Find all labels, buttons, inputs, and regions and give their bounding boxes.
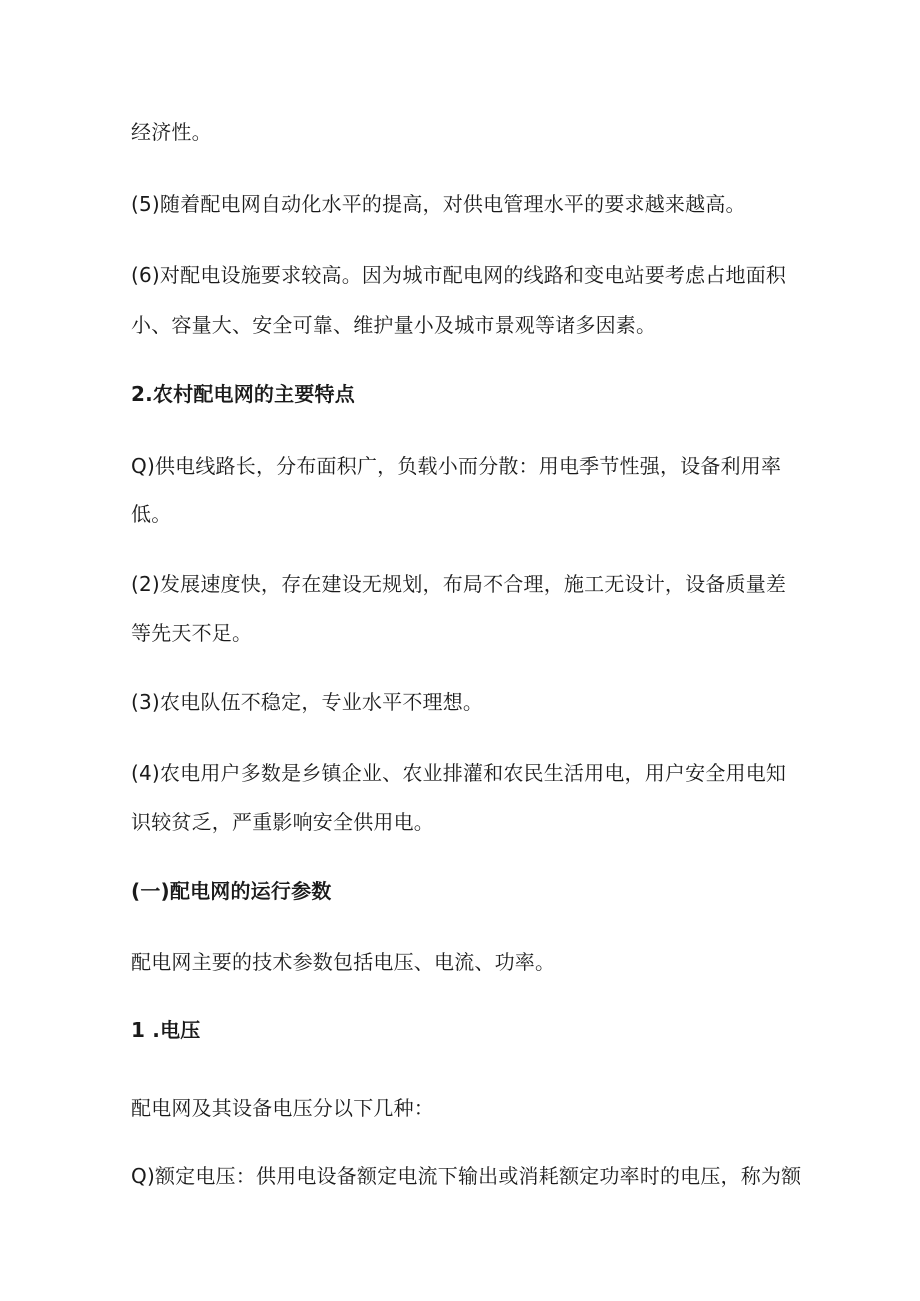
paragraph-item-6-line-2: 小、容量大、安全可靠、维护量小及城市景观等诸多因素。 — [131, 313, 657, 337]
section-heading-operating-parameters: (一)配电网的运行参数 — [131, 879, 332, 903]
paragraph-item-4-line-2: 识较贫乏，严重影响安全供用电。 — [131, 810, 434, 834]
paragraph-item-6-line-1: (6)对配电设施要求较高。因为城市配电网的线路和变电站要考虑占地面积 — [131, 263, 787, 287]
paragraph-item-1-line-2: 低。 — [131, 502, 172, 526]
paragraph-rated-voltage: Q)额定电压：供用电设备额定电流下输出或消耗额定功率时的电压，称为额 — [131, 1164, 802, 1188]
paragraph-item-1-line-1: Q)供电线路长，分布面积广，负载小而分散：用电季节性强，设备利用率 — [131, 454, 782, 478]
paragraph-line-economy: 经济性。 — [131, 120, 212, 144]
paragraph-item-2-line-1: (2)发展速度快，存在建设无规划，布局不合理，施工无设计，设备质量差 — [131, 572, 787, 596]
section-heading-voltage: 1 .电压 — [131, 1018, 201, 1042]
section-heading-rural-grid: 2.农村配电网的主要特点 — [131, 382, 355, 406]
paragraph-voltage-types: 配电网及其设备电压分以下几种： — [131, 1096, 434, 1120]
paragraph-item-4-line-1: (4)农电用户多数是乡镇企业、农业排灌和农民生活用电，用户安全用电知 — [131, 761, 787, 785]
paragraph-technical-parameters: 配电网主要的技术参数包括电压、电流、功率。 — [131, 950, 556, 974]
paragraph-item-3: (3)农电队伍不稳定，专业水平不理想。 — [131, 690, 484, 714]
paragraph-item-2-line-2: 等先天不足。 — [131, 621, 253, 645]
paragraph-item-5: (5)随着配电网自动化水平的提高，对供电管理水平的要求越来越高。 — [131, 192, 746, 216]
